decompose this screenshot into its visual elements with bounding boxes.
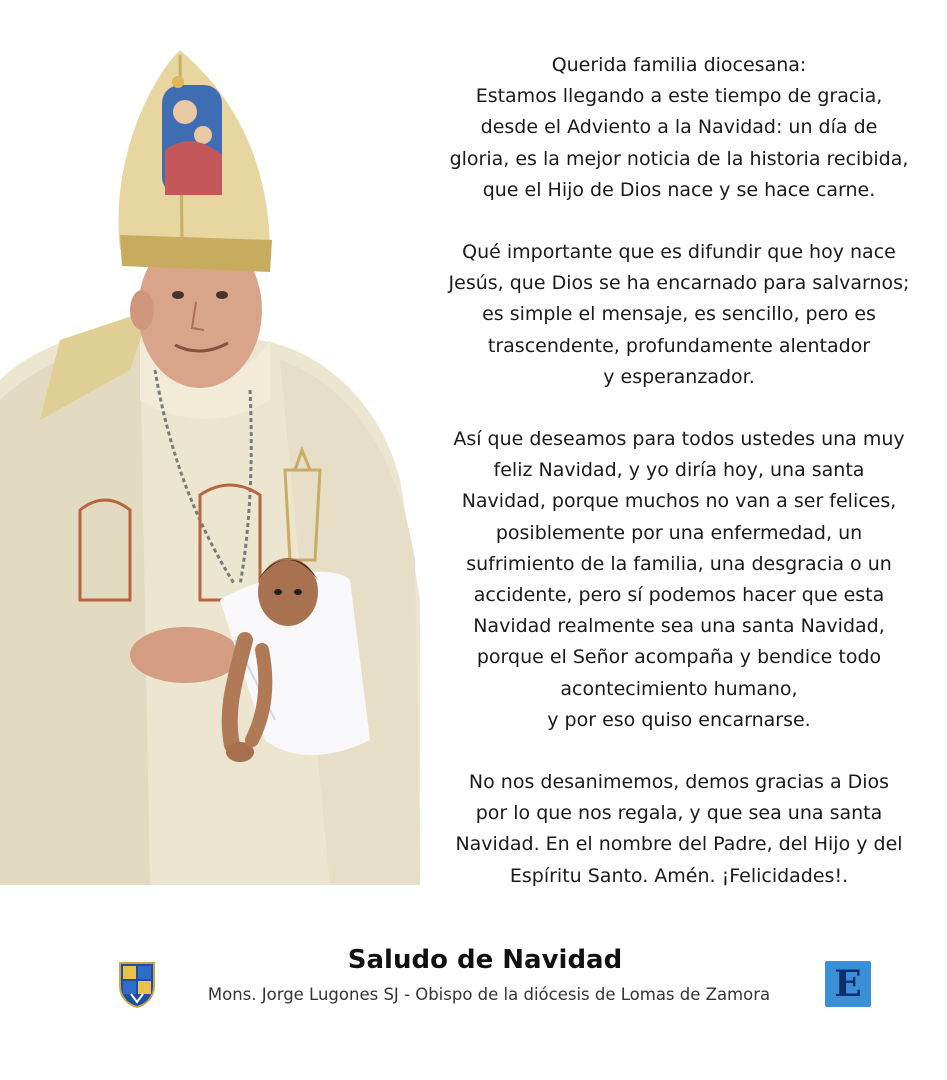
message-paragraph-3 bbox=[440, 424, 918, 736]
christmas-message bbox=[440, 50, 918, 892]
diocese-shield-icon bbox=[117, 960, 157, 1008]
message-line: Así que deseamos para todos ustedes una muy bbox=[453, 428, 905, 451]
message-line: Querida familia diocesana: bbox=[551, 54, 807, 76]
message-line: Estamos llegando a este tiempo de gracia, bbox=[475, 85, 883, 108]
letter-e-icon bbox=[825, 961, 871, 1007]
message-line: Navidad realmente sea una santa Navidad, bbox=[473, 615, 885, 638]
page-title: Saludo de Navidad bbox=[347, 945, 623, 975]
message-line: Qué importante que es difundir que hoy nace bbox=[462, 241, 896, 264]
message-line: y por eso quiso encarnarse. bbox=[547, 708, 811, 731]
message-line: Jesús, que Dios se ha encarnado para salvarnos; bbox=[448, 272, 910, 295]
message-line: No nos desanimemos, demos gracias a Dios bbox=[468, 771, 890, 794]
message-line: feliz Navidad, y yo diría hoy, una santa bbox=[493, 459, 865, 482]
author-subtitle: Mons. Jorge Lugones SJ - Obispo de la diócesis de Lomas de Zamora bbox=[207, 985, 771, 1004]
message-paragraph-4 bbox=[440, 767, 918, 892]
message-line: Navidad, porque muchos no van a ser felices, bbox=[461, 490, 897, 513]
message-line: Navidad. En el nombre del Padre, del Hijo y del bbox=[455, 833, 903, 856]
message-line: porque el Señor acompaña y bendice todo bbox=[476, 646, 882, 669]
message-line: acontecimiento humano, bbox=[560, 677, 798, 700]
message-paragraph-1 bbox=[440, 50, 918, 206]
message-line: sufrimiento de la familia, una desgracia o un bbox=[466, 552, 892, 575]
message-line: gloria, es la mejor noticia de la historia recibida, bbox=[449, 147, 909, 170]
message-line: posiblemente por una enfermedad, un bbox=[495, 521, 863, 544]
logo-letter: E bbox=[834, 963, 862, 1005]
bishop-photo bbox=[0, 40, 430, 885]
message-line: que el Hijo de Dios nace y se hace carne. bbox=[482, 178, 876, 201]
message-line: es simple el mensaje, es sencillo, pero es bbox=[482, 303, 876, 326]
message-line: accidente, pero sí podemos hacer que esta bbox=[473, 584, 885, 607]
message-line: trascendente, profundamente alentador bbox=[487, 334, 871, 357]
message-line: desde el Adviento a la Navidad: un día de bbox=[480, 116, 878, 139]
message-line: Espíritu Santo. Amén. ¡Felicidades!. bbox=[509, 864, 849, 887]
message-line: y esperanzador. bbox=[603, 365, 755, 388]
message-paragraph-2 bbox=[440, 237, 918, 393]
message-line: por lo que nos regala, y que sea una santa bbox=[475, 802, 883, 825]
